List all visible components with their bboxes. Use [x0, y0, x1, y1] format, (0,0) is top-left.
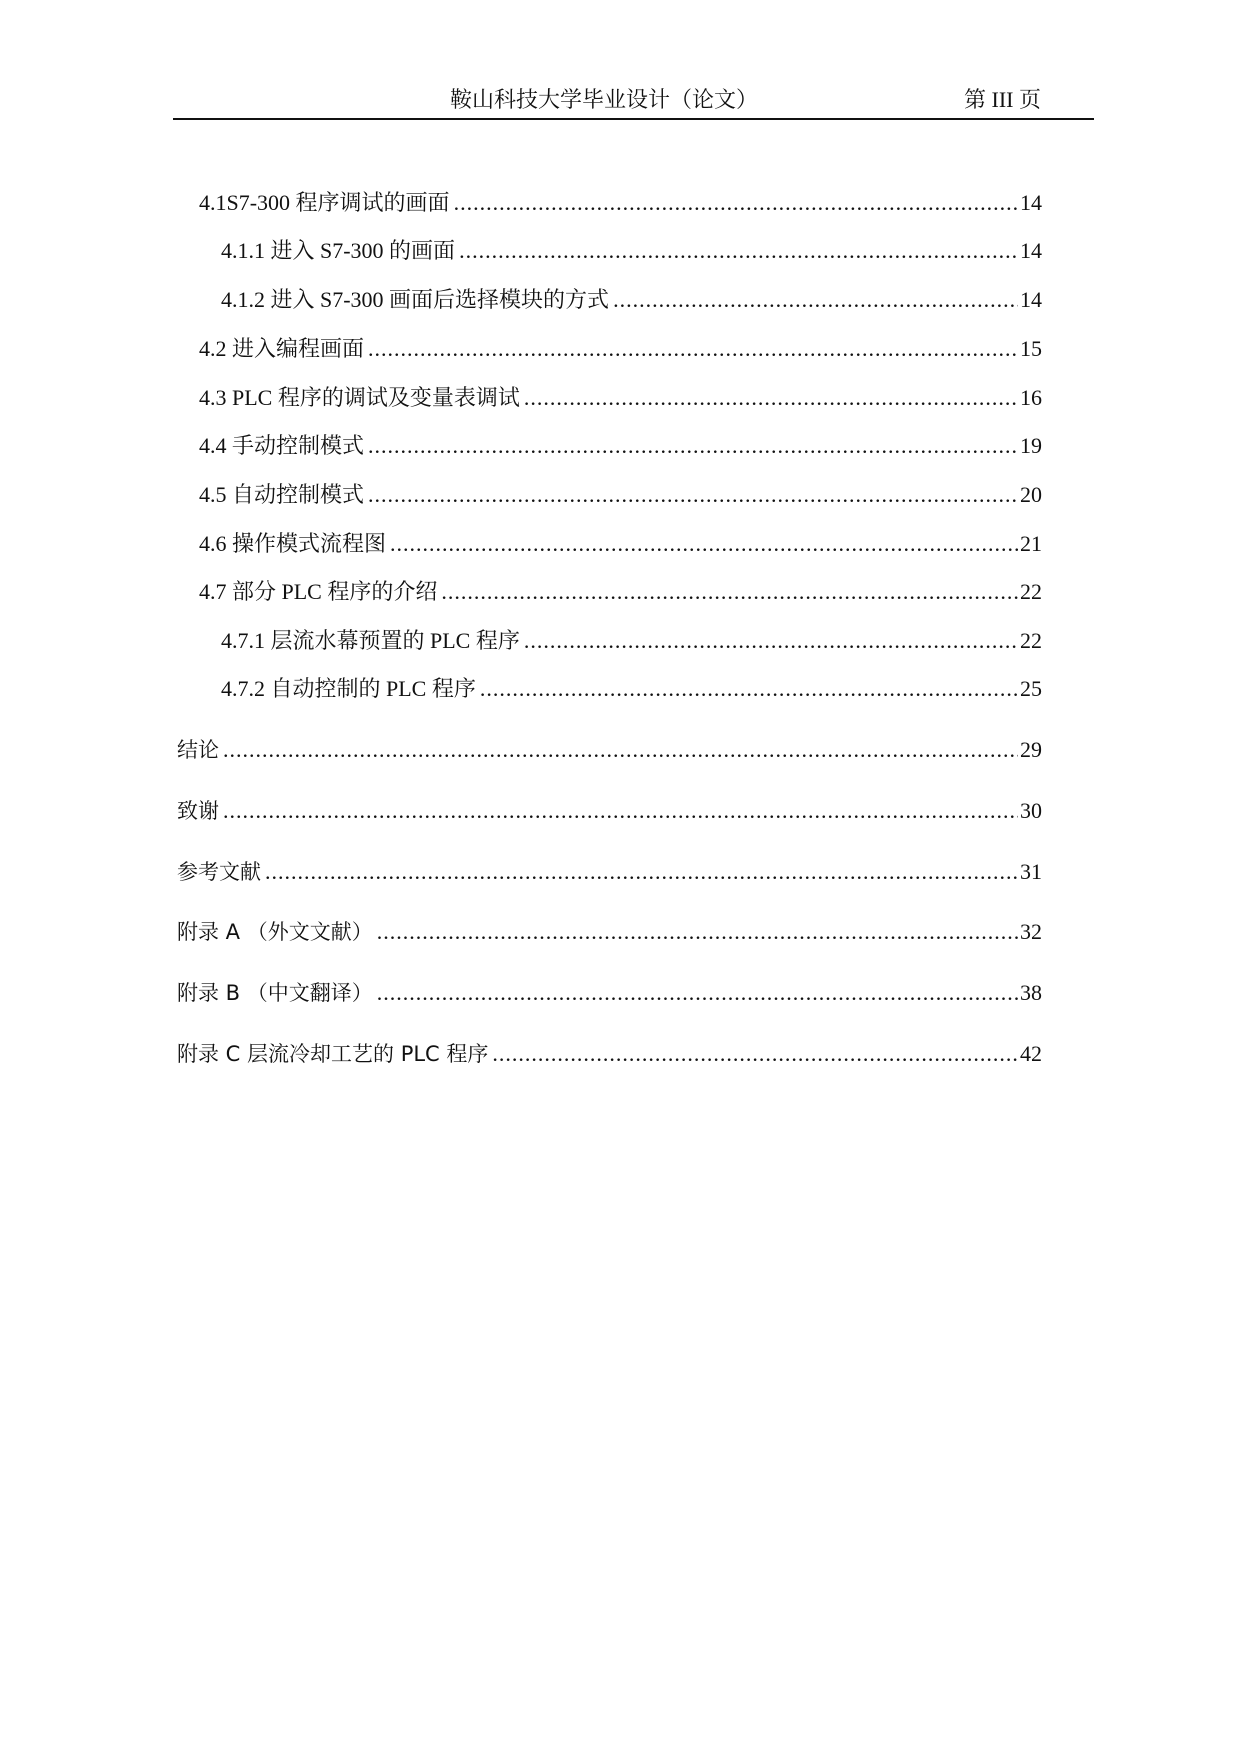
toc-entry[interactable]	[221, 236, 1042, 266]
toc-entry-page: 29	[1020, 737, 1042, 762]
toc-entry[interactable]	[199, 431, 1042, 461]
toc-entry-page: 20	[1020, 482, 1042, 507]
toc-leader	[368, 480, 1018, 510]
toc-entry-page: 30	[1020, 798, 1042, 823]
toc-leader	[459, 236, 1018, 266]
toc-entry[interactable]	[199, 188, 1042, 218]
toc-leader	[368, 431, 1018, 461]
toc-entry-title: 4.7 部分 PLC 程序的介绍	[199, 579, 438, 604]
toc-entry-page: 32	[1020, 919, 1042, 944]
toc-entry-title: 4.5 自动控制模式	[199, 482, 365, 507]
toc-entry-page: 16	[1020, 385, 1042, 410]
page-header	[173, 86, 1094, 118]
header-rule	[173, 118, 1094, 120]
toc-entry[interactable]	[177, 978, 1042, 1008]
toc-entry-page: 31	[1020, 859, 1042, 884]
toc-entry-page: 22	[1020, 628, 1042, 653]
toc-entry-title: 致谢	[177, 799, 219, 823]
toc-leader	[524, 383, 1018, 413]
toc-entry-page: 19	[1020, 433, 1042, 458]
toc-entry-title: 4.6 操作模式流程图	[199, 531, 387, 556]
toc-entry-title: 附录 C 层流冷却工艺的 PLC 程序	[177, 1042, 489, 1066]
toc-entry-page: 14	[1020, 238, 1042, 263]
toc-leader	[480, 674, 1018, 704]
toc-entry-title: 附录 A （外文文献）	[177, 920, 373, 944]
header-title: 鞍山科技大学毕业设计（论文）	[450, 87, 759, 112]
toc-entry-page: 14	[1020, 287, 1042, 312]
toc-entry-title: 4.2 进入编程画面	[199, 336, 365, 361]
toc-entry-page: 14	[1020, 190, 1042, 215]
toc-entry[interactable]	[199, 480, 1042, 510]
toc-leader	[377, 978, 1018, 1008]
toc-entry-title: 4.7.2 自动控制的 PLC 程序	[221, 676, 476, 701]
toc-entry[interactable]	[177, 917, 1042, 947]
toc-leader	[390, 529, 1018, 559]
toc-leader	[441, 577, 1018, 607]
toc-entry-page: 25	[1020, 676, 1042, 701]
toc-leader	[265, 857, 1018, 887]
toc-leader	[454, 188, 1018, 218]
toc-entry-page: 22	[1020, 579, 1042, 604]
header-page-number: 第 III 页	[964, 87, 1041, 112]
toc-leader	[368, 334, 1018, 364]
toc-entry-title: 4.1S7-300 程序调试的画面	[199, 190, 450, 215]
toc-entry-title: 4.7.1 层流水幕预置的 PLC 程序	[221, 628, 520, 653]
toc-leader	[377, 917, 1018, 947]
toc-entry-title: 4.4 手动控制模式	[199, 433, 365, 458]
toc-entry-page: 15	[1020, 336, 1042, 361]
toc-entry-title: 4.3 PLC 程序的调试及变量表调试	[199, 385, 520, 410]
toc-entry[interactable]	[177, 1039, 1042, 1069]
toc-entry-title: 附录 B （中文翻译）	[177, 981, 373, 1005]
toc-entry[interactable]	[177, 796, 1042, 826]
toc-entry-page: 38	[1020, 980, 1042, 1005]
toc-entry-title: 参考文献	[177, 860, 261, 884]
toc-entry[interactable]	[199, 529, 1042, 559]
toc-leader	[223, 735, 1018, 765]
toc-entry[interactable]	[199, 383, 1042, 413]
toc-entry[interactable]	[221, 674, 1042, 704]
toc-leader	[223, 796, 1018, 826]
toc-leader	[492, 1039, 1018, 1069]
toc-entry[interactable]	[221, 285, 1042, 315]
toc-leader	[613, 285, 1018, 315]
toc-entry-title: 结论	[177, 738, 219, 762]
toc-entry-page: 42	[1020, 1041, 1042, 1066]
toc-leader	[524, 626, 1018, 656]
toc-entry-page: 21	[1020, 531, 1042, 556]
toc-entry[interactable]	[177, 857, 1042, 887]
toc-entry[interactable]	[199, 334, 1042, 364]
toc-entry[interactable]	[221, 626, 1042, 656]
toc-entry[interactable]	[177, 735, 1042, 765]
toc-entry-title: 4.1.1 进入 S7-300 的画面	[221, 238, 456, 263]
toc-entry[interactable]	[199, 577, 1042, 607]
toc-entry-title: 4.1.2 进入 S7-300 画面后选择模块的方式	[221, 287, 610, 312]
